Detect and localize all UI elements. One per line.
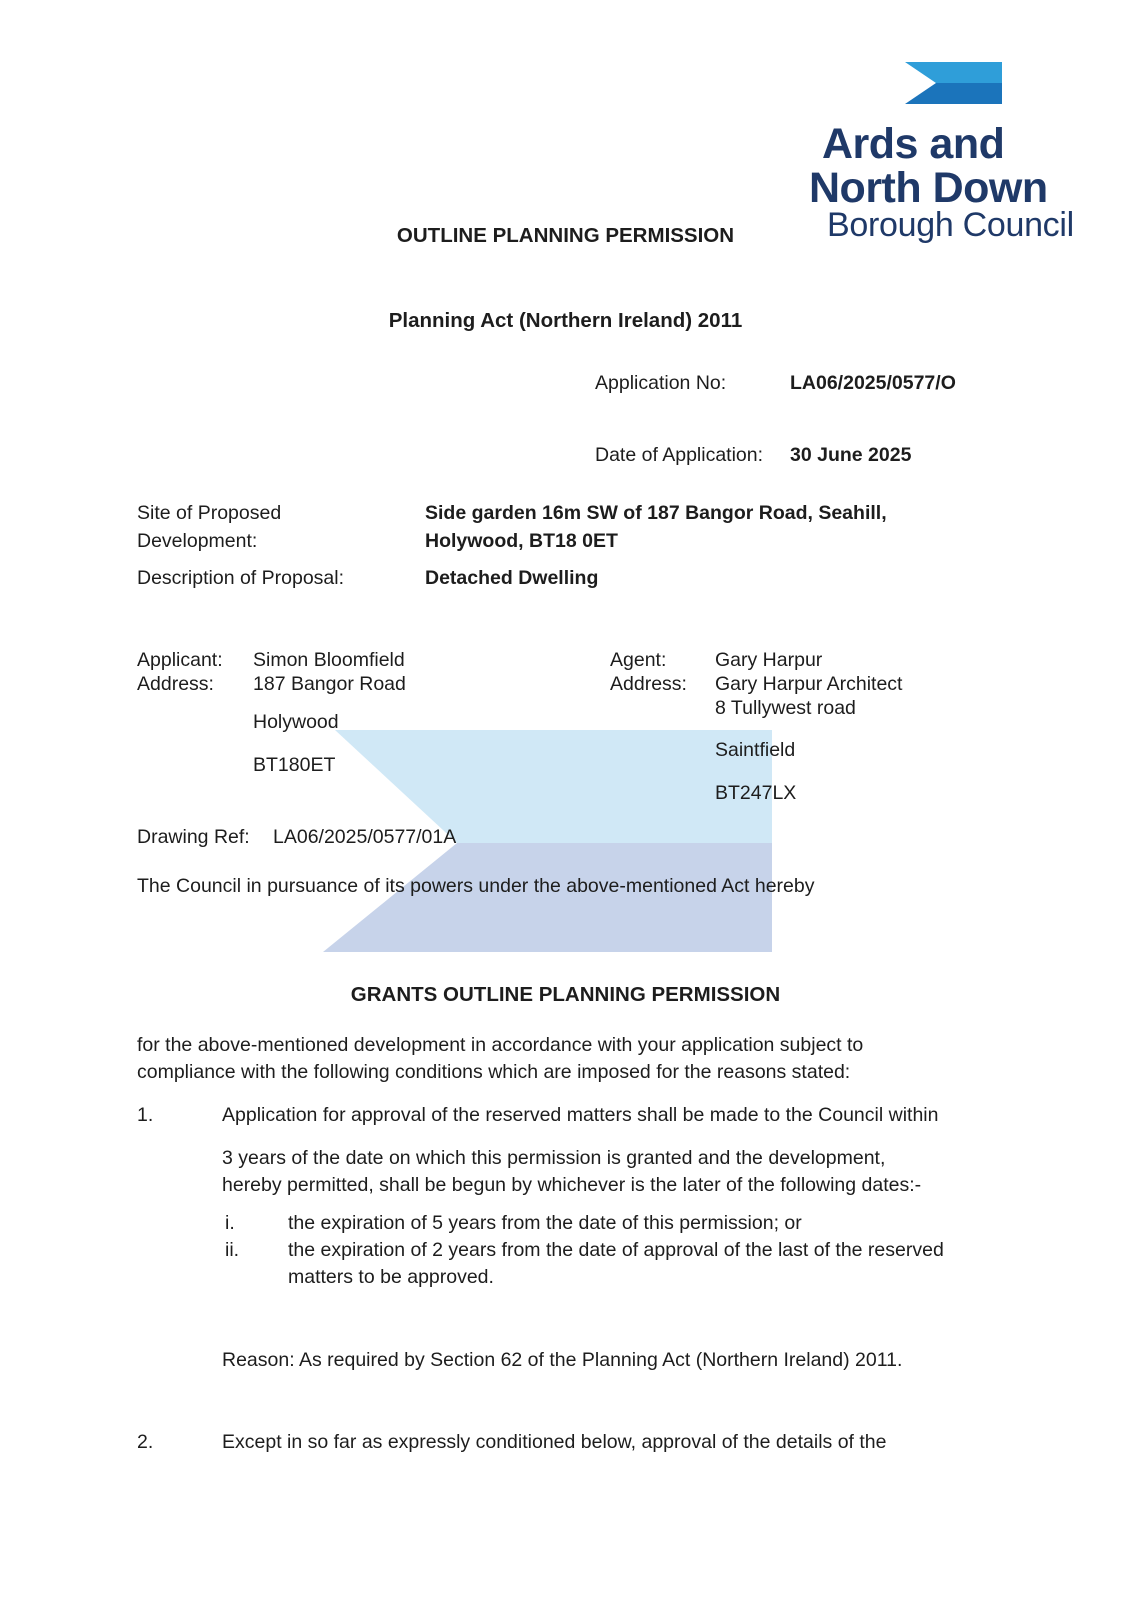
condition1-line1: Application for approval of the reserved matters shall be made to the Council within	[222, 1104, 939, 1126]
applicant-address-line3: BT180ET	[253, 754, 336, 776]
document-title: OUTLINE PLANNING PERMISSION	[396, 224, 735, 247]
council-name-line1: Ards and	[822, 120, 1005, 168]
condition1-line3: hereby permitted, shall be begun by whichever is the later of the following dates:-	[222, 1174, 922, 1196]
grants-heading: GRANTS OUTLINE PLANNING PERMISSION	[350, 983, 781, 1006]
application-no-label: Application No:	[595, 372, 727, 394]
site-value-line1: Side garden 16m SW of 187 Bangor Road, Seahill,	[425, 502, 887, 524]
applicant-name: Simon Bloomfield	[253, 649, 405, 671]
agent-address-line2: 8 Tullywest road	[715, 697, 856, 719]
site-label-line1: Site of Proposed	[137, 502, 282, 524]
applicant-address-line1: 187 Bangor Road	[253, 673, 406, 695]
condition2-number: 2.	[137, 1431, 154, 1453]
agent-name: Gary Harpur	[715, 649, 823, 671]
description-value: Detached Dwelling	[425, 567, 599, 589]
applicant-address-line2: Holywood	[253, 711, 339, 733]
drawing-ref-value: LA06/2025/0577/01A	[273, 826, 457, 848]
council-name-line2: North Down	[809, 164, 1048, 212]
condition1-sub2-number: ii.	[225, 1239, 240, 1261]
condition1-sub2-line2: matters to be approved.	[288, 1266, 494, 1288]
council-pursuance-line: The Council in pursuance of its powers under the above-mentioned Act hereby	[137, 875, 815, 897]
condition1-line2: 3 years of the date on which this permission is granted and the development,	[222, 1147, 886, 1169]
condition1-sub1-number: i.	[225, 1212, 235, 1234]
condition1-sub1-text: the expiration of 5 years from the date of this permission; or	[288, 1212, 802, 1234]
logo-flag-top-band	[905, 62, 1002, 83]
description-label: Description of Proposal:	[137, 567, 345, 589]
application-date-value: 30 June 2025	[790, 444, 912, 466]
agent-address-label: Address:	[610, 673, 687, 695]
intro-line2: compliance with the following conditions which are imposed for the reasons stated:	[137, 1061, 851, 1083]
planning-act-subtitle: Planning Act (Northern Ireland) 2011	[388, 309, 743, 332]
application-no-value: LA06/2025/0577/O	[790, 372, 956, 394]
intro-line1: for the above-mentioned development in accordance with your application subject to	[137, 1034, 864, 1056]
condition2-line1: Except in so far as expressly conditioned below, approval of the details of the	[222, 1431, 887, 1453]
applicant-address-label: Address:	[137, 673, 214, 695]
council-flag-logo-icon	[905, 62, 1002, 104]
watermark-flag-bottom-band	[323, 843, 772, 952]
application-date-label: Date of Application:	[595, 444, 764, 466]
agent-address-line3: Saintfield	[715, 739, 796, 761]
council-name-line3: Borough Council	[827, 206, 1074, 244]
site-label-line2: Development:	[137, 530, 258, 552]
site-value-line2: Holywood, BT18 0ET	[425, 530, 618, 552]
drawing-ref-label: Drawing Ref:	[137, 826, 250, 848]
agent-address-line4: BT247LX	[715, 782, 797, 804]
condition1-sub2-line1: the expiration of 2 years from the date of approval of the last of the reserved	[288, 1239, 944, 1261]
condition1-number: 1.	[137, 1104, 154, 1126]
agent-label: Agent:	[610, 649, 667, 671]
condition1-reason: Reason: As required by Section 62 of the Planning Act (Northern Ireland) 2011.	[222, 1349, 903, 1371]
logo-flag-bottom-band	[905, 83, 1002, 104]
applicant-label: Applicant:	[137, 649, 223, 671]
agent-address-line1: Gary Harpur Architect	[715, 673, 903, 695]
